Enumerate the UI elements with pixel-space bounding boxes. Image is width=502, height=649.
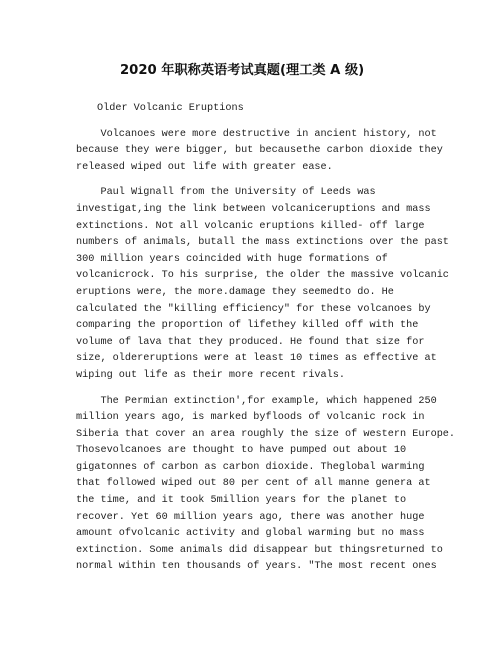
paragraph-3 [76, 394, 490, 577]
document-title: 2020 年职称英语考试真题(理工类 A 级) [120, 63, 365, 78]
text-line: investigat,ing the link between volcaniceruptions and mass [76, 203, 431, 215]
text-line: that followed wiped out 80 per cent of all manne genera at [76, 478, 431, 490]
text-line: normal within ten thousands of years. "The most recent ones [76, 561, 437, 573]
article-title: Older Volcanic Eruptions [97, 103, 244, 114]
text-line: numbers of animals, butall the mass extinctions over the past [76, 237, 449, 249]
text-line: amount ofvolcanic activity and global warming but no mass [76, 528, 425, 540]
text-line: because they were bigger, but becausethe carbon dioxide they [76, 145, 443, 157]
text-line: calculated the "killing efficiency" for these volcanoes by [76, 303, 431, 315]
text-line: Paul Wignall from the University of Leeds was [76, 187, 376, 199]
text-line: The Permian extinction',for example, which happened 250 [76, 395, 437, 407]
text-line: wiping out life as their more recent rivals. [76, 369, 345, 381]
text-line: million years ago, is marked byfloods of volcanic rock in [76, 412, 425, 424]
text-line: released wiped out life with greater ease. [76, 161, 333, 173]
text-line: eruptions were, the more.damage they seemedto do. He [76, 286, 394, 298]
text-line: Volcanoes were more destructive in ancient history, not [76, 128, 437, 140]
text-line: comparing the proportion of lifethey killed off with the [76, 320, 419, 332]
text-line: volcanicrock. To his surprise, the older the massive volcanic [76, 270, 449, 282]
text-line: 300 million years coincided with huge formations of [76, 253, 388, 265]
text-line: recover. Yet 60 million years ago, there was another huge [76, 511, 425, 523]
text-line: gigatonnes of carbon as carbon dioxide. Theglobal warming [76, 461, 425, 473]
text-line: size, oldereruptions were at least 10 times as effective at [76, 353, 437, 365]
text-line: volume of lava that they produced. He found that size for [76, 336, 425, 348]
text-line: Siberia that cover an area roughly the size of western Europe. [76, 428, 456, 440]
text-line: the time, and it took 5million years for the planet to [76, 495, 407, 507]
text-line: Thosevolcanoes are thought to have pumped out about 10 [76, 445, 407, 457]
paragraph-2 [76, 185, 490, 384]
text-line: extinctions. Not all volcanic eruptions killed- off large [76, 220, 425, 232]
paragraph-1 [76, 127, 490, 177]
text-line: extinction. Some animals did disappear but thingsreturned to [76, 544, 443, 556]
